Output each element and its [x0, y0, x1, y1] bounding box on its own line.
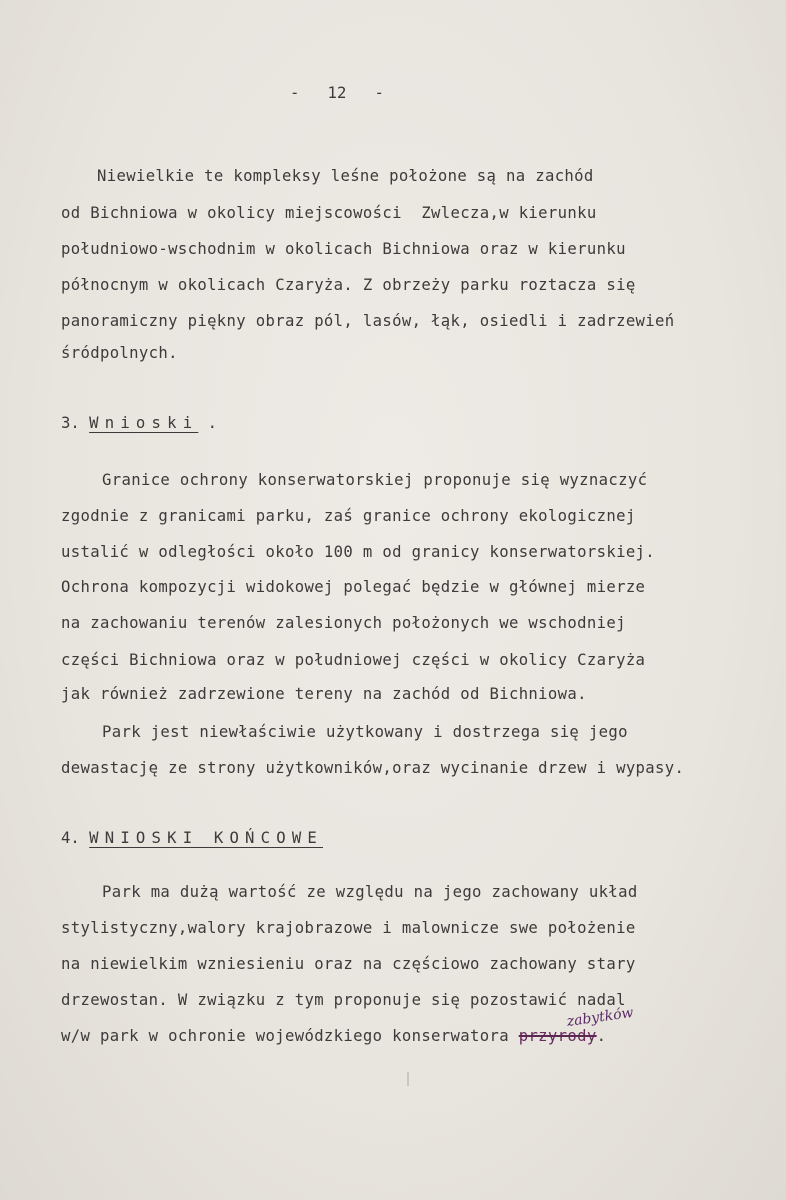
section-heading-3 — [61, 413, 217, 433]
paragraph-line: drzewostan. W związku z tym proponuje się pozostawić nadal — [61, 991, 626, 1009]
section-heading-4 — [61, 828, 323, 848]
paragraph-line: części Bichniowa oraz w południowej części w okolicy Czaryża — [61, 651, 646, 669]
paragraph-line: na niewielkim wzniesieniu oraz na częściowo zachowany stary — [61, 955, 636, 973]
paragraph-line: od Bichniowa w okolicy miejscowości Zwlecza,w kierunku — [61, 204, 597, 222]
paragraph-line: zgodnie z granicami parku, zaś granice ochrony ekologicznej — [61, 507, 636, 525]
paragraph-line: Park ma dużą wartość ze względu na jego zachowany układ — [102, 883, 638, 901]
paragraph-line: Ochrona kompozycji widokowej polegać będzie w głównej mierze — [61, 578, 646, 596]
paragraph-line: Park jest niewłaściwie użytkowany i dostrzega się jego — [102, 723, 628, 741]
paragraph-line: śródpolnych. — [61, 344, 178, 362]
section-title: WNIOSKI KOŃCOWE — [89, 829, 323, 847]
struck-word: przyrody — [518, 1027, 597, 1045]
section-title-end: . — [198, 414, 218, 432]
paragraph-line: południowo-wschodnim w okolicach Bichniowa oraz w kierunku — [61, 240, 626, 258]
paragraph-line — [61, 1026, 606, 1046]
line-end: . — [596, 1027, 607, 1045]
paper-mark — [407, 1072, 409, 1086]
paragraph-line: Granice ochrony konserwatorskiej proponuje się wyznaczyć — [102, 471, 648, 489]
section-title: Wnioski — [89, 414, 199, 432]
handwritten-correction: zabytków — [565, 1004, 635, 1030]
paragraph-line: ustalić w odległości około 100 m od granicy konserwatorskiej. — [61, 543, 656, 561]
line-text: w/w park w ochronie wojewódzkiego konserwatora — [61, 1027, 519, 1045]
page-number: - 12 - — [290, 84, 384, 102]
paragraph-line: dewastację ze strony użytkowników,oraz wycinanie drzew i wypasy. — [61, 759, 685, 777]
section-number: 4. — [61, 829, 90, 847]
paragraph-line: panoramiczny piękny obraz pól, lasów, łąk, osiedli i zadrzewień — [61, 312, 675, 330]
paragraph-line: jak również zadrzewione tereny na zachód od Bichniowa. — [61, 685, 587, 703]
paragraph-line: północnym w okolicach Czaryża. Z obrzeży parku roztacza się — [61, 276, 636, 294]
paragraph-line: stylistyczny,walory krajobrazowe i malownicze swe położenie — [61, 919, 636, 937]
paragraph-line: na zachowaniu terenów zalesionych położonych we wschodniej — [61, 614, 626, 632]
section-number: 3. — [61, 414, 90, 432]
paragraph-line: Niewielkie te kompleksy leśne położone są na zachód — [97, 167, 594, 185]
